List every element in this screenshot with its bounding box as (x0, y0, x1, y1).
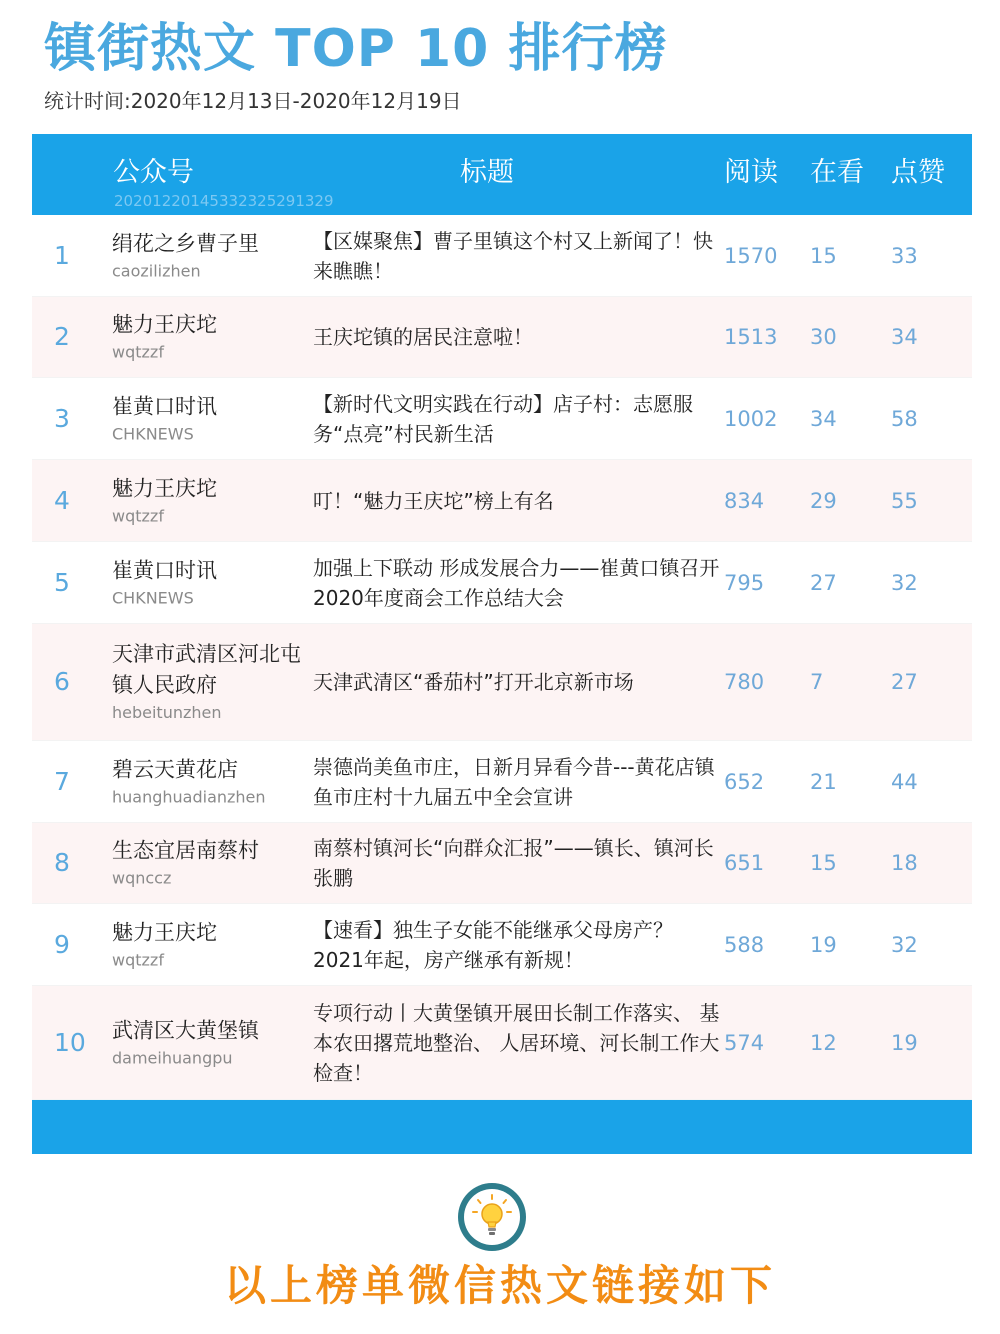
rank-number: 6 (54, 667, 70, 696)
like-count: 58 (891, 406, 918, 431)
like-count: 33 (891, 243, 918, 268)
article-title[interactable]: 【区媒聚焦】曹子里镇这个村又上新闻了！快来瞧瞧！ (313, 228, 713, 283)
watch-count: 19 (810, 932, 837, 957)
rank-number: 5 (54, 567, 70, 597)
like-count: 55 (891, 488, 918, 513)
table-row[interactable] (32, 624, 972, 741)
account-id: caozilizhen (112, 261, 201, 280)
account-cell (112, 310, 302, 365)
like-count: 32 (891, 932, 918, 957)
column-header-title: 标题 (460, 157, 514, 188)
read-count: 834 (724, 488, 765, 513)
column-header-account: 公众号 (113, 157, 194, 188)
account-name: 生态宜居南蔡村 (112, 838, 259, 863)
watch-count: 12 (810, 1030, 837, 1055)
article-title[interactable]: 南蔡村镇河长“向群众汇报”——镇长、镇河长 张鹏 (313, 836, 714, 890)
table-row[interactable] (32, 542, 972, 624)
watch-count: 21 (810, 769, 837, 794)
account-cell (112, 1015, 302, 1070)
rank-number: 2 (54, 322, 70, 351)
rank-number: 1 (54, 240, 70, 270)
watch-count: 7 (810, 670, 824, 694)
table-row[interactable] (32, 378, 972, 460)
watch-count: 29 (810, 488, 837, 513)
rank-number: 7 (54, 766, 70, 796)
table-row[interactable] (32, 904, 972, 986)
table-row[interactable] (32, 215, 972, 297)
table-footer-bar (32, 1100, 972, 1154)
account-cell (112, 917, 302, 972)
like-count: 18 (891, 851, 918, 875)
article-title[interactable]: 王庆坨镇的居民注意啦！ (313, 325, 533, 349)
account-name: 碧云天黄花店 (112, 757, 238, 781)
account-cell (112, 639, 302, 725)
account-name: 魅力王庆坨 (112, 312, 217, 337)
table-row[interactable] (32, 986, 972, 1100)
page-title: 镇街热文 TOP 10 排行榜 (44, 19, 668, 79)
article-title[interactable]: 叮！“魅力王庆坨”榜上有名 (313, 488, 554, 513)
account-id: CHKNEWS (112, 588, 194, 607)
lightbulb-badge (458, 1183, 526, 1251)
column-header-read: 阅读 (724, 157, 778, 188)
read-count: 574 (724, 1030, 765, 1055)
like-count: 19 (891, 1030, 918, 1055)
stats-period: 统计时间:2020年12月13日-2020年12月19日 (44, 89, 462, 113)
account-id: wqtzzf (112, 950, 164, 969)
table-row[interactable] (32, 460, 972, 542)
header-code: 20201220145332325291329 (114, 192, 334, 210)
account-id: wqtzzf (112, 342, 164, 362)
like-count: 34 (891, 325, 918, 349)
account-cell (112, 836, 302, 891)
lightbulb-icon (464, 1189, 520, 1245)
account-name: 天津市武清区河北屯镇人民政府 (112, 642, 301, 697)
like-count: 27 (891, 670, 918, 694)
account-cell (112, 391, 302, 446)
watch-count: 27 (810, 570, 837, 595)
table-row[interactable] (32, 297, 972, 378)
read-count: 1002 (724, 406, 778, 431)
account-name: 绢花之乡曹子里 (112, 231, 259, 255)
article-title[interactable]: 【新时代文明实践在行动】店子村：志愿服务“点亮”村民新生活 (313, 391, 693, 446)
rank-number: 3 (54, 403, 70, 433)
watch-count: 30 (810, 325, 837, 349)
read-count: 1513 (724, 325, 778, 349)
account-id: dameihuangpu (112, 1048, 233, 1067)
account-name: 崔黄口时讯 (112, 394, 217, 418)
read-count: 780 (724, 670, 765, 694)
account-id: CHKNEWS (112, 424, 194, 443)
account-cell (112, 754, 302, 809)
bottom-caption: 以上榜单微信热文链接如下 (223, 1261, 776, 1310)
read-count: 651 (724, 851, 765, 875)
article-title[interactable]: 专项行动丨大黄堡镇开展田长制工作落实、 基本农田撂荒地整治、 人居环境、河长制工作大检查！ (313, 1000, 720, 1085)
account-id: wqtzzf (112, 506, 164, 525)
ranking-table (32, 134, 972, 1154)
table-header (32, 134, 972, 215)
read-count: 652 (724, 769, 765, 794)
read-count: 795 (724, 570, 765, 595)
account-name: 武清区大黄堡镇 (112, 1018, 259, 1042)
rank-number: 8 (54, 848, 70, 877)
article-title[interactable]: 崇德尚美鱼市庄，日新月异看今昔---黄花店镇鱼市庄村十九届五中全会宣讲 (313, 754, 715, 809)
watch-count: 15 (810, 851, 837, 875)
account-cell (112, 555, 302, 610)
account-name: 崔黄口时讯 (112, 558, 217, 582)
watch-count: 15 (810, 243, 837, 268)
column-header-like: 点赞 (891, 157, 945, 188)
account-name: 魅力王庆坨 (112, 476, 217, 500)
table-row[interactable] (32, 741, 972, 823)
article-title[interactable]: 加强上下联动 形成发展合力——崔黄口镇召开2020年度商会工作总结大会 (313, 555, 720, 610)
rank-number: 4 (54, 485, 70, 515)
article-title[interactable]: 【速看】独生子女能不能继承父母房产？2021年起，房产继承有新规！ (313, 917, 673, 972)
account-cell (112, 473, 302, 528)
rank-number: 9 (54, 929, 70, 959)
like-count: 44 (891, 769, 918, 794)
read-count: 1570 (724, 243, 778, 268)
account-id: wqnccz (112, 868, 172, 888)
account-id: hebeitunzhen (112, 703, 222, 722)
like-count: 32 (891, 570, 918, 595)
rank-number: 10 (54, 1027, 86, 1057)
read-count: 588 (724, 932, 765, 957)
account-id: huanghuadianzhen (112, 787, 266, 806)
account-cell (112, 228, 302, 283)
column-header-watch: 在看 (810, 157, 864, 188)
watch-count: 34 (810, 406, 837, 431)
table-row[interactable] (32, 823, 972, 904)
account-name: 魅力王庆坨 (112, 920, 217, 944)
article-title[interactable]: 天津武清区“番茄村”打开北京新市场 (313, 670, 634, 694)
